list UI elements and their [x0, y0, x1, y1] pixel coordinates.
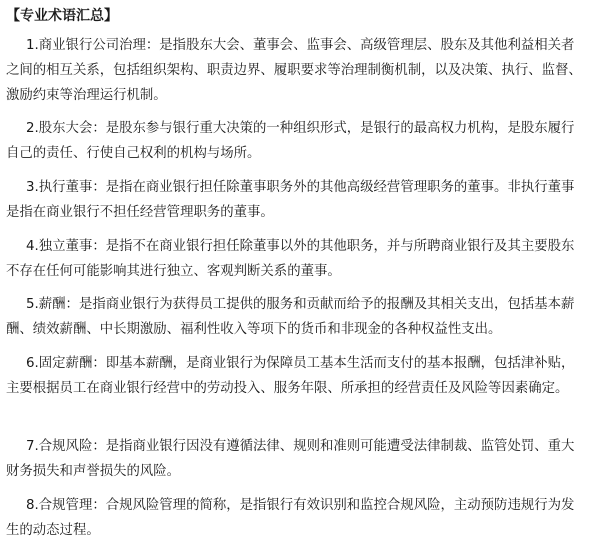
term-shareholders-meeting: 2.股东大会：是股东参与银行重大决策的一种组织形式，是银行的最高权力机构，是股东履行自己的责任、行使自己权利的机构与场所。	[6, 121, 575, 161]
term-corporate-governance: 1.商业银行公司治理：是指股东大会、董事会、监事会、高级管理层、股东及其他利益相关者之间的相互关系，包括组织架构、职责边界、履职要求等治理制衡机制，以及决策、执行、监督、激励约束等治理运行机制。	[6, 38, 582, 103]
term-compliance-management: 8.合规管理：合规风险管理的简称，是指银行有效识别和监控合规风险，主动预防违规行为发生的动态过程。	[6, 498, 575, 538]
term-fixed-compensation: 6.固定薪酬：即基本薪酬，是商业银行为保障员工基本生活而支付的基本报酬，包括津补贴，主要根据员工在商业银行经营中的劳动投入、服务年限、所承担的经营责任及风险等因素确定。	[6, 356, 575, 396]
section-heading: 【专业术语汇总】	[6, 8, 118, 24]
term-executive-director: 3.执行董事：是指在商业银行担任除董事职务外的其他高级经营管理职务的董事。非执行董事是指在商业银行不担任经营管理职务的董事。	[6, 180, 575, 220]
term-compensation: 5.薪酬：是指商业银行为获得员工提供的服务和贡献而给予的报酬及其相关支出，包括基本薪酬、绩效薪酬、中长期激励、福利性收入等项下的货币和非现金的各种权益性支出。	[6, 297, 575, 337]
term-independent-director: 4.独立董事：是指不在商业银行担任除董事以外的其他职务，并与所聘商业银行及其主要股东不存在任何可能影响其进行独立、客观判断关系的董事。	[6, 239, 575, 279]
term-compliance-risk: 7.合规风险：是指商业银行因没有遵循法律、规则和准则可能遭受法律制裁、监管处罚、重大财务损失和声誉损失的风险。	[6, 439, 575, 479]
